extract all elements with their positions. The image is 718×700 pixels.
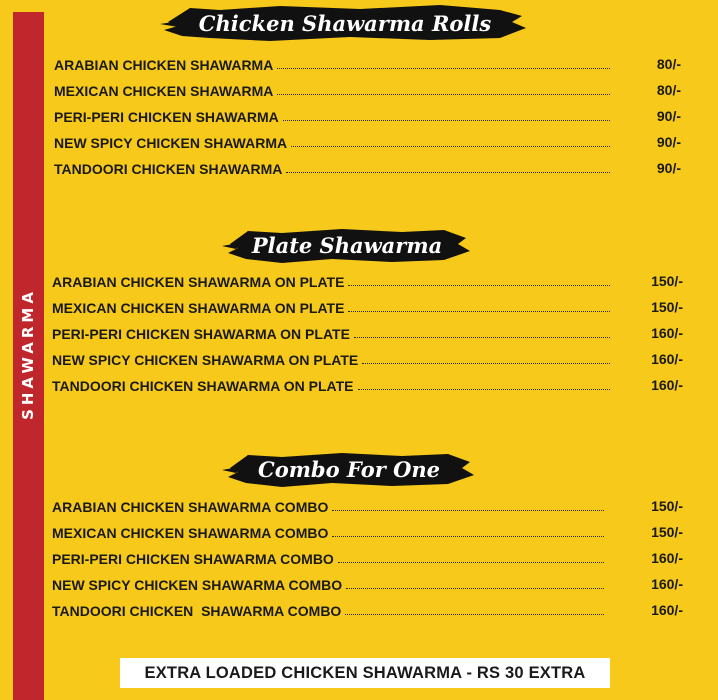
menu-item <box>54 107 614 125</box>
dot-leader <box>348 285 610 286</box>
item-price: 160/- <box>651 351 683 367</box>
item-price: 90/- <box>656 134 681 150</box>
item-price: 150/- <box>651 273 683 289</box>
item-price: 150/- <box>651 498 683 514</box>
menu-item <box>52 376 614 394</box>
menu-item <box>52 549 608 567</box>
dot-leader <box>277 68 610 69</box>
item-name: PERI-PERI CHICKEN SHAWARMA ON PLATE <box>52 326 350 342</box>
section-heading-combo <box>222 446 476 492</box>
item-name: MEXICAN CHICKEN SHAWARMA <box>54 83 274 99</box>
menu-item <box>54 55 614 73</box>
menu-item <box>52 324 614 342</box>
side-category-label: SHAWARMA <box>19 288 37 420</box>
item-price: 150/- <box>651 299 683 315</box>
item-name: TANDOORI CHICKEN SHAWARMA <box>54 161 283 177</box>
menu-item <box>52 575 608 593</box>
item-price: 160/- <box>651 377 683 393</box>
item-name: PERI-PERI CHICKEN SHAWARMA COMBO <box>52 551 334 567</box>
item-price: 150/- <box>651 524 683 540</box>
item-price: 90/- <box>656 160 681 176</box>
dot-leader <box>348 311 610 312</box>
section-title: Chicken Shawarma Rolls <box>198 10 492 36</box>
item-price: 160/- <box>651 550 683 566</box>
item-price: 160/- <box>651 576 683 592</box>
item-name: PERI-PERI CHICKEN SHAWARMA <box>54 109 279 125</box>
dot-leader <box>291 146 610 147</box>
item-name: ARABIAN CHICKEN SHAWARMA ON PLATE <box>52 274 345 290</box>
item-price: 90/- <box>656 108 681 124</box>
dot-leader <box>346 588 604 589</box>
menu-item <box>52 497 608 515</box>
menu-item <box>52 272 614 290</box>
extra-loaded-note: EXTRA LOADED CHICKEN SHAWARMA - RS 30 EXTRA <box>120 658 610 688</box>
item-name: NEW SPICY CHICKEN SHAWARMA ON PLATE <box>52 352 359 368</box>
item-name: ARABIAN CHICKEN SHAWARMA COMBO <box>52 499 329 515</box>
item-name: NEW SPICY CHICKEN SHAWARMA COMBO <box>52 577 343 593</box>
dot-leader <box>358 389 610 390</box>
dot-leader <box>332 536 604 537</box>
menu-item <box>52 350 614 368</box>
menu-item <box>52 523 608 541</box>
menu-item <box>54 81 614 99</box>
item-name: TANDOORI CHICKEN SHAWARMA ON PLATE <box>52 378 354 394</box>
section-title: Plate Shawarma <box>251 232 443 258</box>
section-heading-plate <box>222 222 472 268</box>
item-price: 80/- <box>656 56 681 72</box>
dot-leader <box>354 337 610 338</box>
item-name: MEXICAN CHICKEN SHAWARMA ON PLATE <box>52 300 345 316</box>
menu-item <box>54 159 614 177</box>
item-price: 160/- <box>651 602 683 618</box>
item-price: 160/- <box>651 325 683 341</box>
dot-leader <box>338 562 604 563</box>
dot-leader <box>277 94 610 95</box>
dot-leader <box>362 363 610 364</box>
item-name: NEW SPICY CHICKEN SHAWARMA <box>54 135 288 151</box>
item-name: MEXICAN CHICKEN SHAWARMA COMBO <box>52 525 329 541</box>
menu-item <box>52 601 608 619</box>
dot-leader <box>332 510 604 511</box>
menu-item <box>54 133 614 151</box>
menu-item <box>52 298 614 316</box>
item-price: 80/- <box>656 82 681 98</box>
dot-leader <box>286 172 610 173</box>
item-name: ARABIAN CHICKEN SHAWARMA <box>54 57 274 73</box>
item-name: TANDOORI CHICKEN SHAWARMA COMBO <box>52 603 342 619</box>
section-heading-rolls <box>160 0 530 46</box>
section-title: Combo For One <box>257 456 440 482</box>
dot-leader <box>283 120 610 121</box>
dot-leader <box>345 614 604 615</box>
